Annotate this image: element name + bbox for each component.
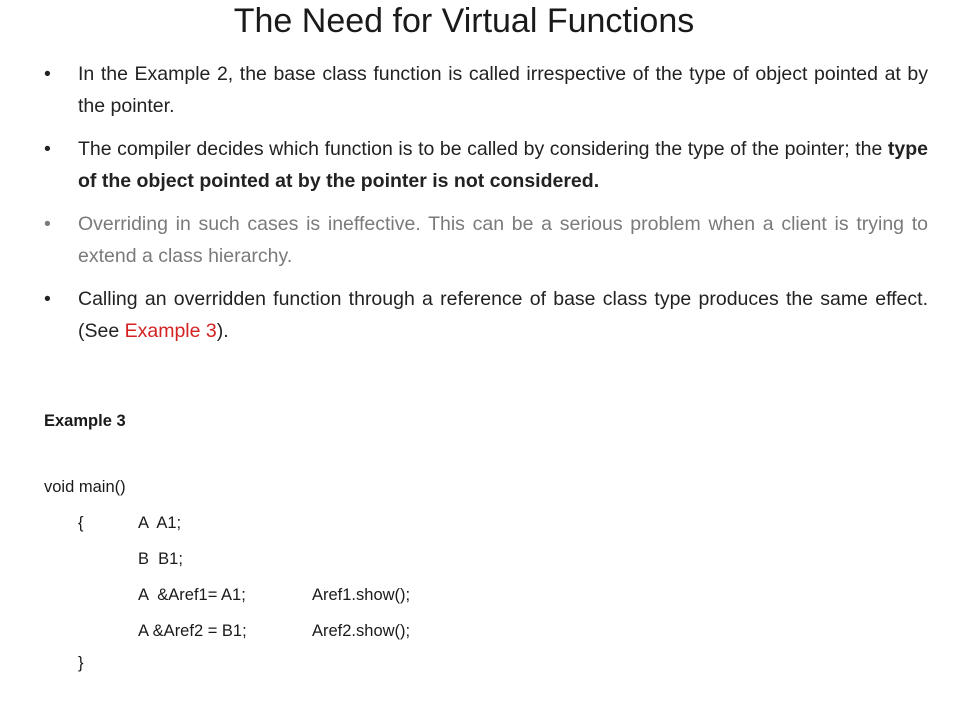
bullet-text: The compiler decides which function is to be called by considering the type of the pointer; the	[78, 138, 888, 160]
bullet-text-bold: type of the object pointed at by the pointer is not considered.	[78, 138, 928, 192]
code-line-main: void main()	[44, 478, 126, 496]
bullet-text: Calling an overridden function through a reference of base class type produces the same effect. (See	[78, 288, 928, 342]
bullet-item-2	[44, 133, 928, 197]
code-line-a1: A A1;	[138, 514, 182, 532]
code-line-aref1: A &Aref1= A1;	[138, 586, 246, 604]
example-3-link[interactable]: Example 3	[124, 320, 217, 342]
bullet-icon: •	[44, 63, 51, 85]
bullet-text: In the Example 2, the base class function is called irrespective of the type of object pointed at by the pointer.	[78, 63, 928, 117]
code-line-aref2: A &Aref2 = B1;	[138, 622, 247, 640]
bullet-icon: •	[44, 138, 51, 160]
example-label: Example 3	[44, 412, 126, 430]
code-line-aref2-show: Aref2.show();	[312, 622, 411, 640]
bullet-icon: •	[44, 213, 51, 235]
code-brace-open: {	[78, 514, 84, 532]
bullet-text: Overriding in such cases is ineffective. This can be a serious problem when a client is trying to extend a class hierarchy.	[78, 213, 928, 267]
bullet-icon: •	[44, 288, 51, 310]
slide-title: The Need for Virtual Functions	[233, 2, 695, 40]
bullet-item-1	[44, 58, 928, 122]
code-line-aref1-show: Aref1.show();	[312, 586, 411, 604]
code-brace-close: }	[78, 654, 84, 672]
bullet-item-3	[44, 208, 928, 272]
code-line-b1: B B1;	[138, 550, 183, 568]
bullet-text-end: ).	[216, 320, 229, 342]
bullet-item-4	[44, 283, 928, 347]
bullet-list	[44, 58, 928, 358]
